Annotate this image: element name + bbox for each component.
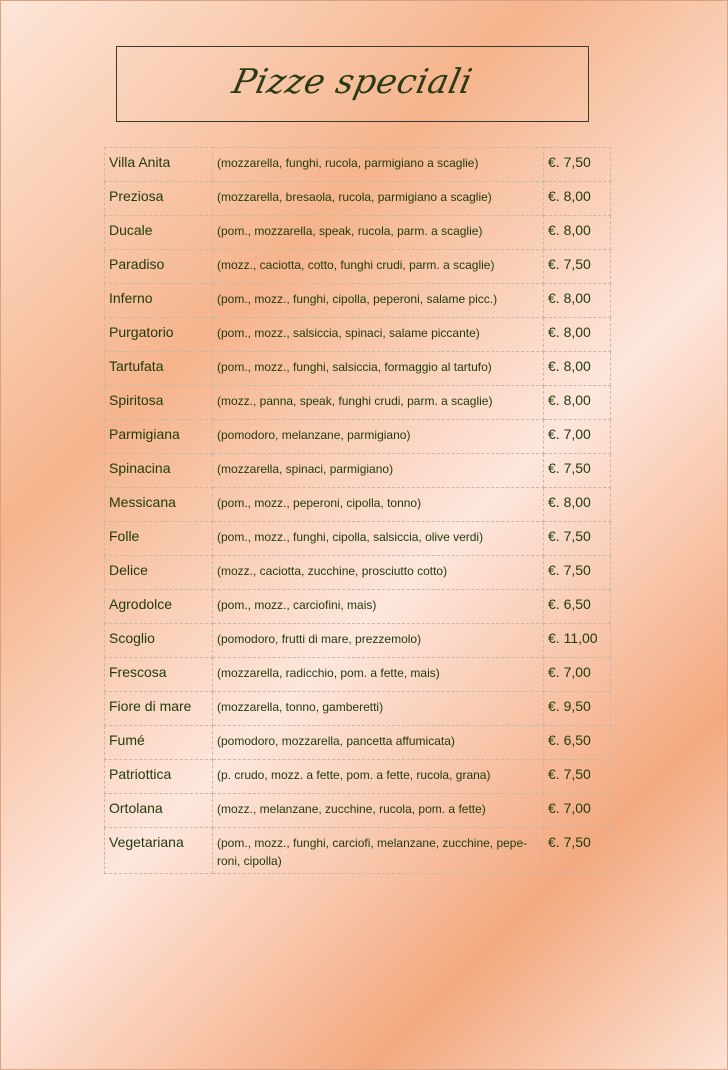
pizza-ingredients: (pom., mozz., funghi, cipolla, peperoni, salame picc.) [213,284,544,318]
pizza-name: Preziosa [105,182,213,216]
pizza-ingredients: (pom., mozz., funghi, carciofi, melanzane, zucchine, pepe-roni, cipolla) [213,828,544,874]
menu-row [105,352,611,386]
pizza-price: €. 8,00 [544,182,611,216]
pizza-name: Fiore di mare [105,692,213,726]
menu-row [105,726,611,760]
pizza-name: Parmigiana [105,420,213,454]
pizza-name: Ducale [105,216,213,250]
menu-row [105,250,611,284]
pizza-name: Frescosa [105,658,213,692]
menu-row [105,182,611,216]
pizza-name: Agrodolce [105,590,213,624]
menu-row [105,794,611,828]
pizza-name: Ortolana [105,794,213,828]
pizza-name: Spinacina [105,454,213,488]
menu-row [105,692,611,726]
pizza-price: €. 7,00 [544,420,611,454]
menu-row [105,386,611,420]
pizza-name: Folle [105,522,213,556]
page-title: Pizze speciali [228,62,477,102]
pizza-price: €. 7,50 [544,760,611,794]
menu-row [105,624,611,658]
pizza-ingredients: (mozz., caciotta, zucchine, prosciutto cotto) [213,556,544,590]
pizza-ingredients: (pom., mozz., funghi, cipolla, salsiccia, olive verdi) [213,522,544,556]
pizza-price: €. 7,50 [544,454,611,488]
menu-row [105,454,611,488]
pizza-price: €. 7,50 [544,556,611,590]
pizza-name: Spiritosa [105,386,213,420]
pizza-ingredients: (pomodoro, mozzarella, pancetta affumicata) [213,726,544,760]
pizza-ingredients: (pom., mozz., salsiccia, spinaci, salame piccante) [213,318,544,352]
pizza-price: €. 9,50 [544,692,611,726]
pizza-ingredients: (pom., mozzarella, speak, rucola, parm. a scaglie) [213,216,544,250]
menu-row [105,828,611,874]
pizza-name: Messicana [105,488,213,522]
pizza-ingredients: (mozzarella, funghi, rucola, parmigiano a scaglie) [213,148,544,182]
menu-row [105,488,611,522]
pizza-ingredients: (pom., mozz., carciofini, mais) [213,590,544,624]
pizza-name: Tartufata [105,352,213,386]
pizza-name: Delice [105,556,213,590]
pizza-price: €. 8,00 [544,284,611,318]
pizza-price: €. 8,00 [544,352,611,386]
pizza-name: Villa Anita [105,148,213,182]
pizza-ingredients: (pomodoro, frutti di mare, prezzemolo) [213,624,544,658]
menu-row [105,284,611,318]
pizza-ingredients: (pom., mozz., peperoni, cipolla, tonno) [213,488,544,522]
menu-row [105,590,611,624]
pizza-price: €. 8,00 [544,216,611,250]
menu-row [105,318,611,352]
pizza-name: Scoglio [105,624,213,658]
menu-row [105,522,611,556]
pizza-name: Paradiso [105,250,213,284]
pizza-price: €. 7,00 [544,794,611,828]
pizza-price: €. 8,00 [544,386,611,420]
pizza-ingredients: (mozz., melanzane, zucchine, rucola, pom. a fette) [213,794,544,828]
pizza-price: €. 8,00 [544,318,611,352]
title-box [116,46,589,122]
pizza-name: Inferno [105,284,213,318]
pizza-ingredients: (mozzarella, tonno, gamberetti) [213,692,544,726]
pizza-name: Purgatorio [105,318,213,352]
menu-row [105,148,611,182]
pizza-menu-table [104,147,611,874]
pizza-ingredients: (pomodoro, melanzane, parmigiano) [213,420,544,454]
pizza-price: €. 6,50 [544,590,611,624]
pizza-price: €. 7,50 [544,522,611,556]
pizza-name: Fumé [105,726,213,760]
pizza-ingredients: (pom., mozz., funghi, salsiccia, formaggio al tartufo) [213,352,544,386]
pizza-name: Patriottica [105,760,213,794]
menu-row [105,760,611,794]
pizza-price: €. 11,00 [544,624,611,658]
pizza-menu-body [105,148,611,874]
pizza-ingredients: (mozzarella, radicchio, pom. a fette, mais) [213,658,544,692]
pizza-ingredients: (mozzarella, bresaola, rucola, parmigiano a scaglie) [213,182,544,216]
menu-row [105,216,611,250]
pizza-name: Vegetariana [105,828,213,874]
pizza-ingredients: (p. crudo, mozz. a fette, pom. a fette, rucola, grana) [213,760,544,794]
menu-row [105,658,611,692]
pizza-price: €. 7,00 [544,658,611,692]
pizza-ingredients: (mozzarella, spinaci, parmigiano) [213,454,544,488]
pizza-price: €. 7,50 [544,148,611,182]
menu-row [105,556,611,590]
pizza-ingredients: (mozz., caciotta, cotto, funghi crudi, parm. a scaglie) [213,250,544,284]
pizza-price: €. 8,00 [544,488,611,522]
pizza-price: €. 7,50 [544,828,611,874]
pizza-ingredients: (mozz., panna, speak, funghi crudi, parm. a scaglie) [213,386,544,420]
pizza-price: €. 6,50 [544,726,611,760]
pizza-price: €. 7,50 [544,250,611,284]
menu-row [105,420,611,454]
